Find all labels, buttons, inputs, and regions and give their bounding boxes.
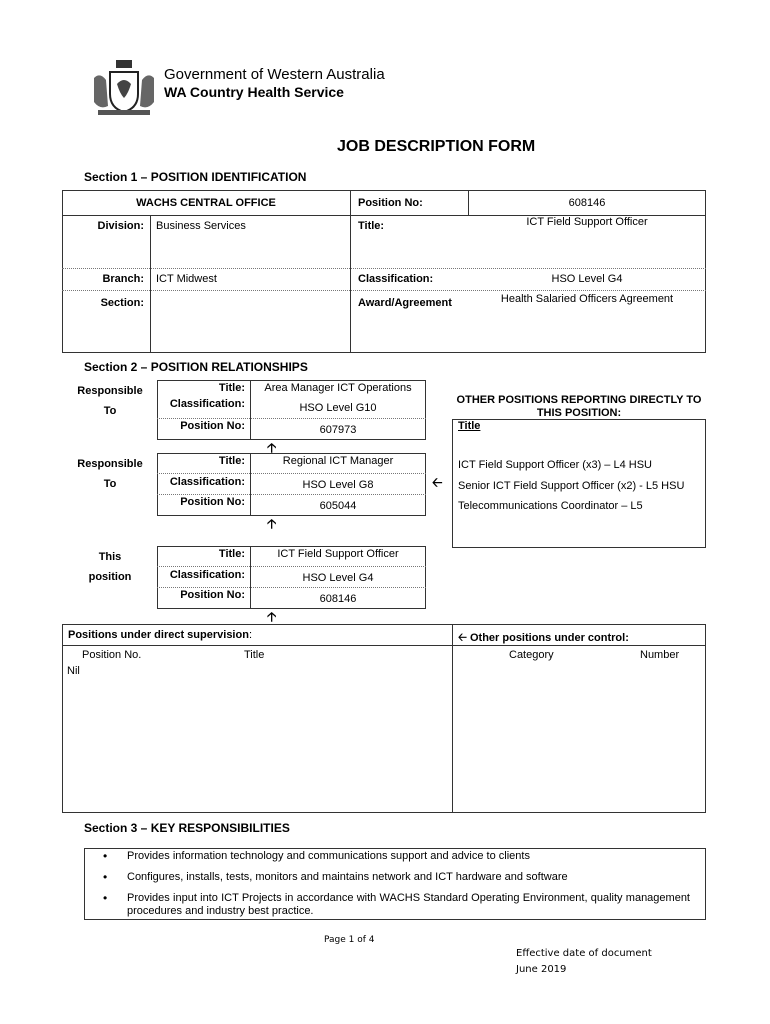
position-no-label: Position No: bbox=[358, 197, 423, 209]
page-title: JOB DESCRIPTION FORM bbox=[337, 138, 536, 155]
col-category: Category bbox=[509, 649, 554, 661]
section1-heading: Section 1 – POSITION IDENTIFICATION bbox=[84, 170, 307, 184]
service-name: WA Country Health Service bbox=[164, 84, 344, 100]
control-header bbox=[458, 629, 629, 648]
responsibility-item: • Provides input into ICT Projects in accordance with WACHS Standard Operating Environment, quality management procedures and industry best practice. bbox=[84, 892, 690, 918]
award-label: Award/Agreement bbox=[358, 297, 452, 309]
up-arrow-icon: 🡡 bbox=[267, 516, 277, 531]
responsibility-item: • Configures, installs, tests, monitors and maintains network and ICT hardware and software bbox=[84, 871, 690, 884]
box1-title: Area Manager ICT Operations bbox=[264, 382, 412, 394]
to-label-2: To bbox=[103, 478, 117, 490]
branch-value: ICT Midwest bbox=[156, 273, 217, 285]
other-positions-heading: OTHER POSITIONS REPORTING DIRECTLY TO THIS POSITION: bbox=[456, 394, 702, 419]
responsibilities-list bbox=[84, 850, 690, 918]
box2-position-no: 605044 bbox=[319, 500, 357, 512]
position-no-value: 608146 bbox=[568, 197, 606, 209]
box1-classification-label: Classification: bbox=[169, 398, 245, 410]
to-label-1: To bbox=[103, 405, 117, 417]
box1-classification: HSO Level G10 bbox=[299, 402, 377, 414]
supervision-header bbox=[68, 629, 252, 641]
box2-position-no-label: Position No: bbox=[180, 496, 245, 508]
government-name: Government of Western Australia bbox=[164, 66, 385, 83]
responsible-label-2: Responsible bbox=[77, 458, 143, 470]
page-number: Page 1 of 4 bbox=[324, 935, 375, 945]
responsible-label-1: Responsible bbox=[77, 385, 143, 397]
box1-position-no: 607973 bbox=[319, 424, 357, 436]
box3-position-no-label: Position No: bbox=[180, 589, 245, 601]
col-position-no: Position No. bbox=[82, 649, 142, 661]
control-label: Other positions under control: bbox=[469, 632, 629, 644]
supervision-value: Nil bbox=[67, 665, 80, 677]
box2-classification-label: Classification: bbox=[169, 476, 245, 488]
box2-classification: HSO Level G8 bbox=[302, 479, 374, 491]
other-position-1: ICT Field Support Officer (x3) – L4 HSU bbox=[458, 459, 652, 471]
left-arrow-icon: 🡠 bbox=[458, 632, 467, 644]
box1-title-label: Title: bbox=[218, 382, 245, 394]
title-label: Title: bbox=[358, 220, 385, 232]
supervision-colon: : bbox=[248, 629, 252, 641]
classification-label: Classification: bbox=[358, 273, 434, 285]
classification-value: HSO Level G4 bbox=[551, 273, 623, 285]
title-value: ICT Field Support Officer bbox=[526, 216, 648, 228]
section2-heading: Section 2 – POSITION RELATIONSHIPS bbox=[84, 360, 308, 374]
box3-classification-label: Classification: bbox=[169, 569, 245, 581]
effective-date: June 2019 bbox=[516, 964, 567, 975]
section3-heading: Section 3 – KEY RESPONSIBILITIES bbox=[84, 821, 290, 835]
supervision-label: Positions under direct supervision bbox=[68, 629, 249, 641]
division-value: Business Services bbox=[156, 220, 246, 232]
responsibility-item: • Provides information technology and communications support and advice to clients bbox=[84, 850, 690, 863]
box3-classification: HSO Level G4 bbox=[302, 572, 374, 584]
up-arrow-icon: 🡡 bbox=[267, 609, 277, 624]
box3-position-no: 608146 bbox=[319, 593, 357, 605]
left-arrow-icon: 🡠 bbox=[432, 475, 443, 490]
box2-title-label: Title: bbox=[218, 455, 245, 467]
box1-position-no-label: Position No: bbox=[180, 420, 245, 432]
col-number: Number bbox=[640, 649, 680, 661]
box3-title: ICT Field Support Officer bbox=[277, 548, 399, 560]
effective-date-label: Effective date of document bbox=[516, 948, 652, 959]
wa-crest-icon bbox=[90, 58, 158, 120]
branch-label: Branch: bbox=[102, 273, 144, 285]
col-title: Title bbox=[244, 649, 265, 661]
up-arrow-icon: 🡡 bbox=[267, 440, 277, 455]
other-title-label: Title bbox=[458, 420, 481, 432]
other-position-3: Telecommunications Coordinator – L5 bbox=[458, 500, 643, 512]
office-name: WACHS CENTRAL OFFICE bbox=[136, 197, 276, 209]
this-label: This bbox=[98, 551, 122, 563]
other-position-2: Senior ICT Field Support Officer (x2) - L5 HSU bbox=[458, 480, 685, 492]
supervision-table bbox=[62, 624, 706, 813]
division-label: Division: bbox=[97, 220, 144, 232]
box3-title-label: Title: bbox=[218, 548, 245, 560]
award-value: Health Salaried Officers Agreement bbox=[500, 293, 674, 305]
section-label: Section: bbox=[100, 297, 144, 309]
position-label: position bbox=[88, 571, 132, 583]
box2-title: Regional ICT Manager bbox=[282, 455, 394, 467]
